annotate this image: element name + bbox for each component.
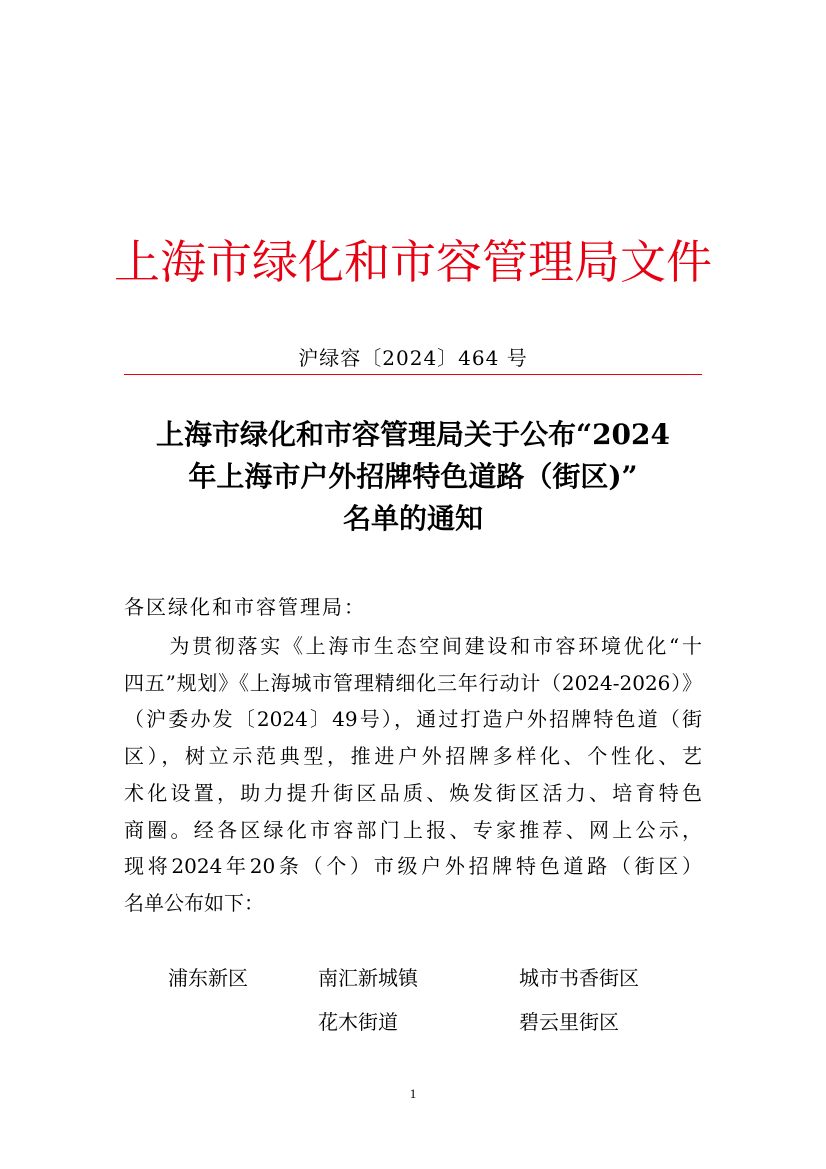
- body-line: 术化设置，助力提升街区品质、焕发街区活力、培育特色: [124, 780, 702, 805]
- body-line: 商圈。经各区绿化市容部门上报、专家推荐、网上公示，: [124, 817, 702, 842]
- notice-title: [124, 414, 702, 540]
- body-line: 区），树立示范典型，推进户外招牌多样化、个性化、艺: [124, 744, 702, 769]
- notice-title-line-3: 名单的通知: [342, 502, 483, 535]
- list-street: 碧云里街区: [519, 1010, 619, 1034]
- body-line: 现将2024年20条（个）市级户外招牌特色道路（街区）: [124, 854, 702, 879]
- body-line: （沪委办发〔2024〕49号），通过打造户外招牌特色道（街: [124, 707, 702, 732]
- issuing-authority-header: 上海市绿化和市容管理局文件: [114, 235, 712, 289]
- page-number: 1: [409, 1086, 417, 1101]
- list-area: 花木街道: [318, 1010, 398, 1034]
- salutation: 各区绿化和市容管理局：: [124, 595, 366, 619]
- body-line: 名单公布如下：: [124, 890, 264, 915]
- notice-title-line-1: 上海市绿化和市容管理局关于公布“2024: [155, 418, 671, 451]
- body-line: 为贯彻落实《上海市生态空间建设和市容环境优化“十: [124, 634, 702, 658]
- body-line: 四五”规划》《上海城市管理精细化三年行动计（2024-2026）》: [124, 670, 702, 695]
- red-divider-line: [124, 374, 702, 375]
- notice-title-line-2: 年上海市户外招牌特色道路（街区)”: [188, 460, 638, 493]
- list-street: 城市书香街区: [519, 966, 639, 990]
- list-district: 浦东新区: [168, 966, 248, 990]
- list-area: 南汇新城镇: [318, 966, 418, 990]
- document-number: 沪绿容〔2024〕464 号: [298, 346, 528, 370]
- body-paragraph: [124, 628, 702, 922]
